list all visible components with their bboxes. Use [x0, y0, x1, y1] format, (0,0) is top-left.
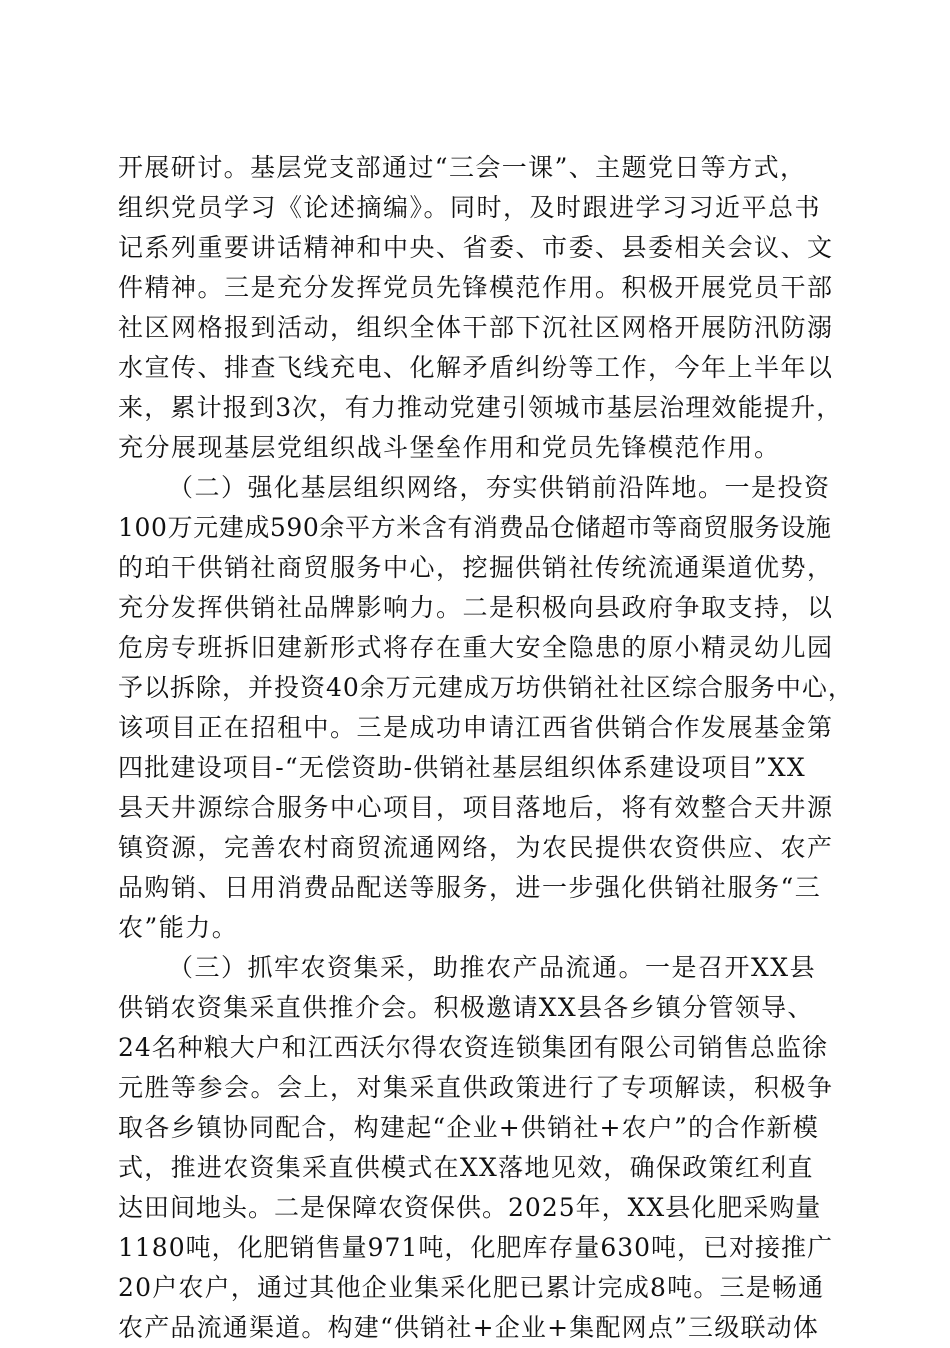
text-line: 农产品流通渠道。构建“供销社+企业+集配网点”三级联动体	[118, 1313, 820, 1342]
text-line: 危房专班拆旧建新形式将存在重大安全隐患的原小精灵幼儿园	[118, 633, 834, 662]
paragraph-party-building	[118, 148, 843, 468]
text-line: 开展研讨。基层党支部通过“三会一课”、主题党日等方式，	[118, 153, 807, 182]
text-line: 的珀干供销社商贸服务中心，挖掘供销社传统流通渠道优势，	[118, 553, 834, 582]
text-line: 水宣传、排查飞线充电、化解矛盾纠纷等工作，今年上半年以	[118, 353, 834, 382]
text-line: 来，累计报到3次，有力推动党建引领城市基层治理效能提升，	[118, 393, 843, 422]
section-heading-line: （三）抓牢农资集采，助推农产品流通。一是召开XX县	[168, 953, 817, 982]
text-line: 县天井源综合服务中心项目，项目落地后，将有效整合天井源	[118, 793, 834, 822]
text-line: 元胜等参会。会上，对集采直供政策进行了专项解读，积极争	[118, 1073, 834, 1102]
text-line: 取各乡镇协同配合，构建起“企业+供销社+农户”的合作新模	[118, 1113, 820, 1142]
paragraph-grassroots-network	[118, 468, 854, 948]
document-body	[118, 148, 854, 1348]
text-line: 供销农资集采直供推介会。积极邀请XX县各乡镇分管领导、	[118, 993, 814, 1022]
text-line: 式，推进农资集采直供模式在XX落地见效，确保政策红利直	[118, 1153, 814, 1182]
paragraph-agri-procurement	[118, 948, 840, 1348]
text-line: 品购销、日用消费品配送等服务，进一步强化供销社服务“三	[118, 873, 822, 902]
text-line: 充分展现基层党组织战斗堡垒作用和党员先锋模范作用。	[118, 433, 781, 462]
text-line: 予以拆除，并投资40余万元建成万坊供销社社区综合服务中心，	[118, 673, 854, 702]
text-line: 农”能力。	[118, 913, 239, 942]
text-line: 1180吨，化肥销售量971吨，化肥库存量630吨，已对接推广	[118, 1233, 834, 1262]
text-line: 达田间地头。二是保障农资保供。2025年，XX县化肥采购量	[118, 1193, 822, 1222]
text-line: 20户农户，通过其他企业集采化肥已累计完成8吨。三是畅通	[118, 1273, 825, 1302]
text-line: 100万元建成590余平方米含有消费品仓储超市等商贸服务设施	[118, 513, 832, 542]
text-line: 镇资源，完善农村商贸流通网络，为农民提供农资供应、农产	[118, 833, 834, 862]
text-line: 社区网格报到活动，组织全体干部下沉社区网格开展防汛防溺	[118, 313, 834, 342]
text-line: 记系列重要讲话精神和中央、省委、市委、县委相关会议、文	[118, 233, 834, 262]
text-line: 24名种粮大户和江西沃尔得农资连锁集团有限公司销售总监徐	[118, 1033, 828, 1062]
section-heading-line: （二）强化基层组织网络，夯实供销前沿阵地。一是投资	[168, 473, 831, 502]
text-line: 该项目正在招租中。三是成功申请江西省供销合作发展基金第	[118, 713, 834, 742]
text-line: 件精神。三是充分发挥党员先锋模范作用。积极开展党员干部	[118, 273, 834, 302]
text-line: 组织党员学习《论述摘编》。同时，及时跟进学习习近平总书	[118, 193, 822, 222]
text-line: 四批建设项目-“无偿资助-供销社基层组织体系建设项目”XX	[118, 753, 806, 782]
text-line: 充分发挥供销社品牌影响力。二是积极向县政府争取支持，以	[118, 593, 834, 622]
